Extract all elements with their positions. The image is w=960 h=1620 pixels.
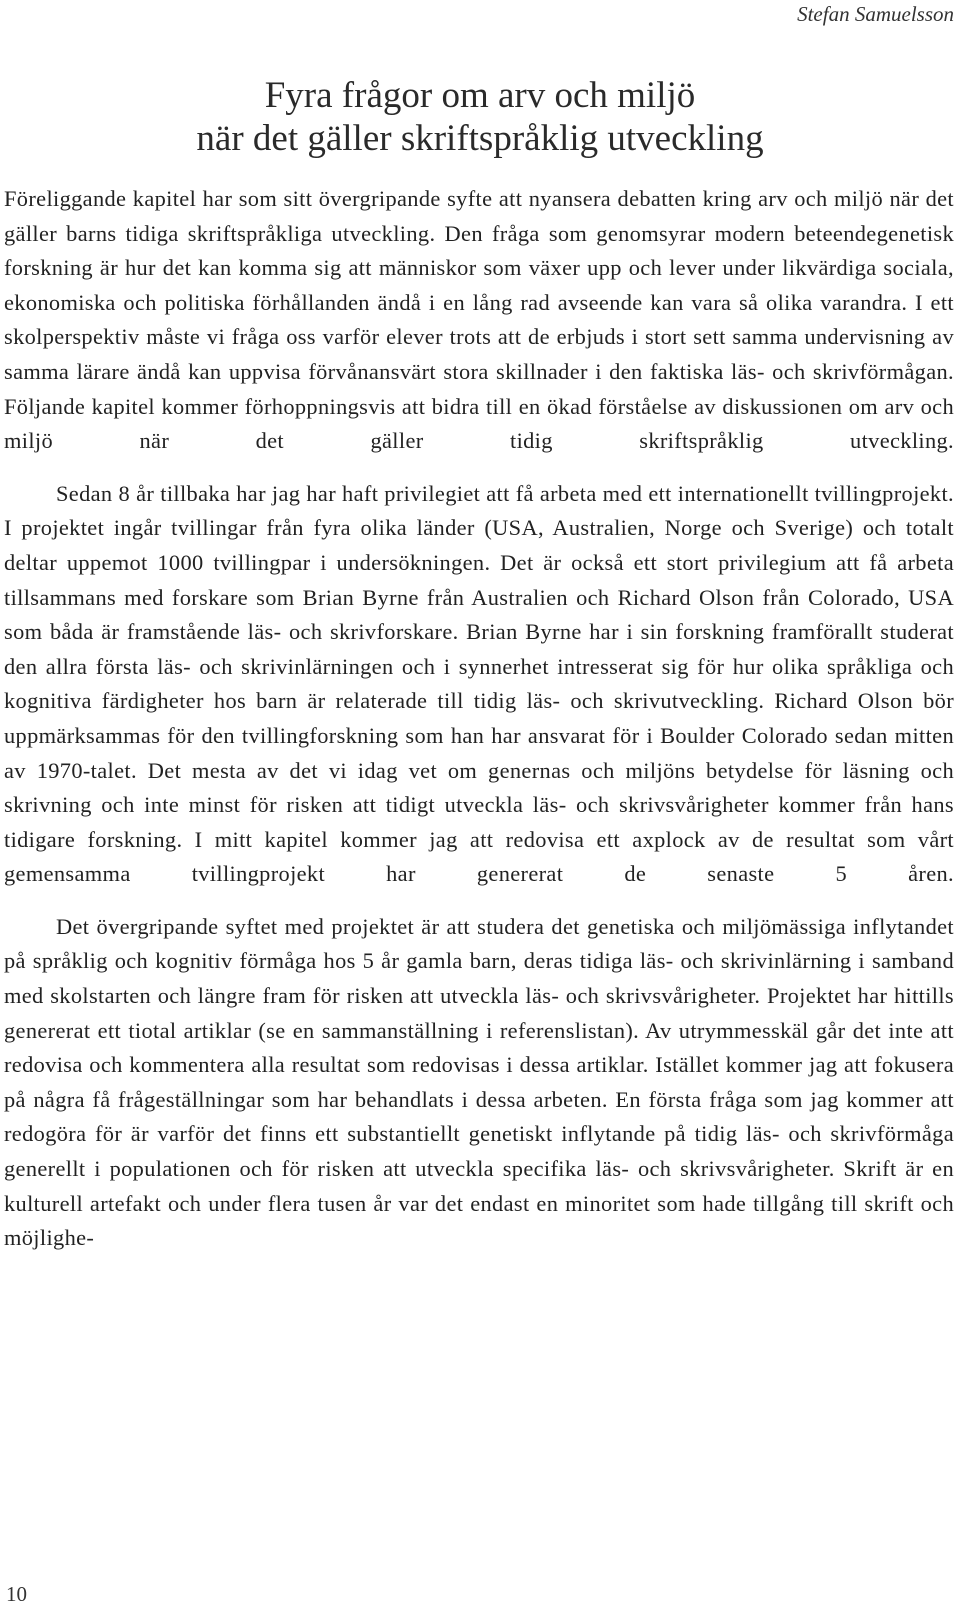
page-number: 10 xyxy=(6,1582,27,1606)
body-text xyxy=(4,182,954,1256)
chapter-title-line-1: Fyra frågor om arv och miljö xyxy=(264,75,696,116)
paragraph-2: Sedan 8 år tillbaka har jag har haft privilegiet att få arbeta med ett internationellt tvillingprojekt. I projektet ingår tvillingar från fyra olika länder (USA, Australien, Norge och Sverige) och totalt deltar uppemot 1000 tvillingpar i undersökningen. Det är också ett stort privilegium att få arbeta tillsammans med forskare som Brian Byrne från Australien och Richard Olson från Colorado, USA som båda är framstående läs- och skrivforskare. Brian Byrne har i sin forskning framförallt studerat den allra första läs- och skrivinlärningen och i synnerhet intresserat sig för hur olika språkliga och kognitiva färdigheter hos barn är relaterade till tidig läs- och skrivutveckling. Richard Olson bör uppmärksammas för den tvillingforskning som han har ansvarat för i Boulder Colorado sedan mitten av 1970-talet. Det mesta av det vi idag vet om genernas och miljöns betydelse för läsning och skrivning och inte minst för risken att tidigt utveckla läs- och skrivsvårigheter kommer från hans tidigare forskning. I mitt kapitel kommer jag att redovisa ett axplock av de resultat som vårt gemensamma tvillingprojekt har genererat de senaste 5 åren. xyxy=(4,480,954,887)
chapter-title xyxy=(0,74,960,160)
running-head-author: Stefan Samuelsson xyxy=(797,2,954,26)
chapter-title-line-2: när det gäller skriftspråklig utveckling xyxy=(196,118,764,159)
paragraph-1: Föreliggande kapitel har som sitt övergripande syfte att nyansera debatten kring arv och miljö när det gäller barns tidiga skriftspråkliga utveckling. Den fråga som genomsyrar modern beteendegenetisk forskning är hur det kan komma sig att människor som växer upp och lever under likvärdiga sociala, ekonomiska och politiska förhållanden ändå i en lång rad avseende kan vara så olika varandra. I ett skolperspektiv måste vi fråga oss varför elever trots att de erbjuds i stort sett samma undervisning av samma lärare ändå kan uppvisa förvånansvärt stora skillnader i den faktiska läs- och skrivförmågan. Följande kapitel kommer förhoppningsvis att bidra till en ökad förståelse av diskussionen om arv och miljö när det gäller tidig skriftspråklig utveckling. xyxy=(4,186,954,454)
paragraph-3: Det övergripande syftet med projektet är att studera det genetiska och miljömässiga inflytandet på språklig och kognitiv förmåga hos 5 år gamla barn, deras tidiga läs- och skrivinlärning i samband med skolstarten och längre fram för risken att utveckla läs- och skrivsvårigheter. Projektet har hittills genererat ett tiotal artiklar (se en sammanställning i referenslistan). Av utrymmesskäl går det inte att redovisa och kommentera alla resultat som redovisas i dessa artiklar. Istället kommer jag att fokusera på några få frågeställningar som har behandlats i dessa arbeten. En första fråga som jag kommer att redogöra för är varför det finns ett substantiellt genetiskt inflytande på tidig läs- och skrivförmåga generellt i populationen och för risken att utveckla specifika läs- och skrivsvårigheter. Skrift är en kulturell artefakt och under flera tusen år var det endast en minoritet som hade tillgång till skrift och möjlighe- xyxy=(4,913,954,1251)
